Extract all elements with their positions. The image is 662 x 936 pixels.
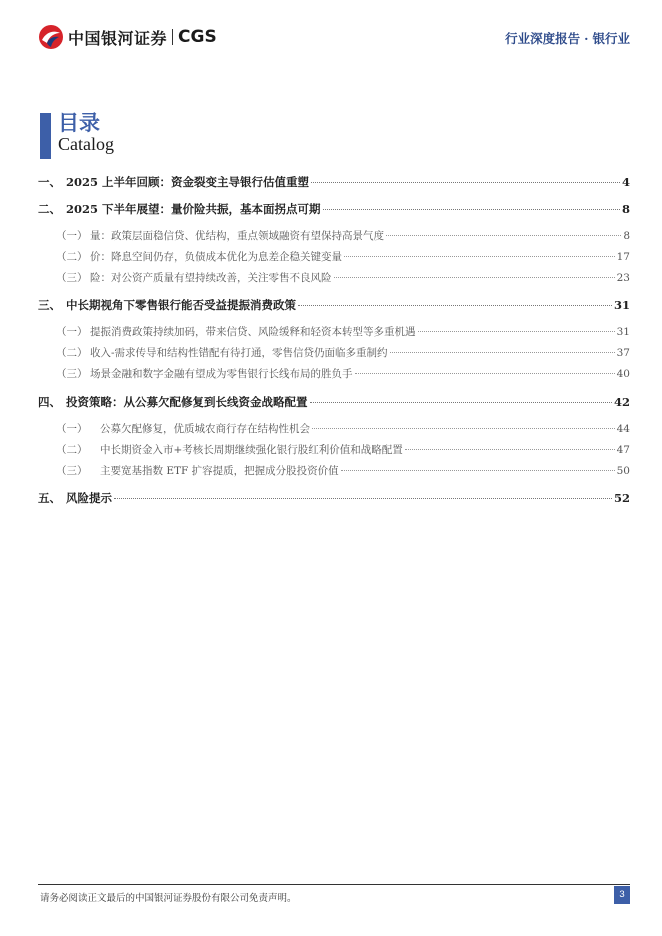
footer-disclaimer: 请务必阅读正文最后的中国银河证券股份有限公司免责声明。 <box>40 893 297 904</box>
page-header <box>0 0 662 60</box>
toc-entry-number: （一） <box>56 423 88 435</box>
toc-entry-page: 42 <box>613 395 630 409</box>
toc-entry-title: 中长期视角下零售银行能否受益提振消费政策 <box>66 298 296 312</box>
toc-entry[interactable] <box>38 201 630 219</box>
toc-entry[interactable] <box>38 174 630 192</box>
toc-entry-page: 47 <box>616 444 630 456</box>
industry-label: 银行业 <box>592 31 630 46</box>
catalog-title-en: Catalog <box>58 134 114 154</box>
toc-entry-page: 50 <box>616 465 630 477</box>
toc-entry-title: 场景金融和数字金融有望成为零售银行长线布局的胜负手 <box>90 368 353 380</box>
toc-leader-dots <box>405 449 615 450</box>
toc-entry[interactable] <box>38 490 630 508</box>
toc-entry-page: 8 <box>623 230 630 242</box>
toc-entry-number: （三） <box>56 465 88 477</box>
toc-leader-dots <box>323 209 620 210</box>
toc-entry-number: 五、 <box>38 491 61 505</box>
toc-leader-dots <box>311 182 620 183</box>
toc-entry-title: 主要宽基指数 ETF 扩容提质，把握成分股投资价值 <box>100 465 339 477</box>
toc-entry-page: 31 <box>613 298 630 312</box>
toc-subentry[interactable] <box>38 324 630 342</box>
toc-entry-title: 2025 下半年展望：量价险共振，基本面拐点可期 <box>66 202 321 216</box>
toc-leader-dots <box>312 428 615 429</box>
toc-subentry[interactable] <box>38 463 630 481</box>
toc-leader-dots <box>114 498 612 499</box>
toc-entry-title: 提振消费政策持续加码，带来信贷、风险缓释和轻资本转型等多重机遇 <box>90 326 416 338</box>
cgs-logo-icon <box>38 24 64 50</box>
toc-entry-page: 17 <box>616 251 630 263</box>
report-type-label <box>505 29 630 47</box>
toc-entry-number: （二） <box>56 444 88 456</box>
toc-leader-dots <box>310 402 612 403</box>
toc-entry-number: 四、 <box>38 395 61 409</box>
toc-entry-number: 三、 <box>38 298 61 312</box>
toc-entry-number: 二、 <box>38 202 61 216</box>
toc-entry-number: （三） <box>56 368 88 380</box>
toc-entry-page: 23 <box>616 272 630 284</box>
logo-divider <box>172 29 173 45</box>
toc-entry-title: 公募欠配修复，优质城农商行存在结构性机会 <box>100 423 310 435</box>
toc-subentry[interactable] <box>38 249 630 267</box>
toc-subentry[interactable] <box>38 270 630 288</box>
toc-leader-dots <box>298 305 612 306</box>
toc-leader-dots <box>390 352 615 353</box>
toc-entry-title: 险：对公资产质量有望持续改善，关注零售不良风险 <box>90 272 332 284</box>
toc-entry-title: 价：降息空间仍存，负债成本优化为息差企稳关键变量 <box>90 251 342 263</box>
toc-entry-title: 2025 上半年回顾：资金裂变主导银行估值重塑 <box>66 175 310 189</box>
toc-leader-dots <box>386 235 621 236</box>
toc-entry[interactable] <box>38 394 630 412</box>
toc-subentry[interactable] <box>38 228 630 246</box>
toc-entry-page: 31 <box>616 326 630 338</box>
toc-leader-dots <box>334 277 615 278</box>
toc-entry-number: （一） <box>56 230 88 242</box>
toc-subentry[interactable] <box>38 345 630 363</box>
toc-entry-number: （三） <box>56 272 88 284</box>
catalog-accent-bar <box>40 113 51 159</box>
toc-entry-page: 44 <box>616 423 630 435</box>
toc-entry-number: （一） <box>56 326 88 338</box>
toc-entry[interactable] <box>38 297 630 315</box>
toc-entry-title: 中长期资金入市+考核长周期继续强化银行股红利价值和战略配置 <box>100 444 403 456</box>
company-logo <box>38 22 217 52</box>
toc-entry-page: 37 <box>616 347 630 359</box>
toc-entry-title: 投资策略：从公募欠配修复到长线资金战略配置 <box>66 395 308 409</box>
toc-entry-title: 风险提示 <box>66 491 112 505</box>
toc-subentry[interactable] <box>38 366 630 384</box>
toc-entry-page: 4 <box>621 175 630 189</box>
header-separator: · <box>584 31 589 46</box>
footer-divider <box>38 884 630 885</box>
toc-subentry[interactable] <box>38 421 630 439</box>
page-number: 3 <box>614 886 630 904</box>
logo-text-en: CGS <box>178 27 217 47</box>
toc-entry-page: 40 <box>616 368 630 380</box>
toc-entry-number: （二） <box>56 251 88 263</box>
toc-subentry[interactable] <box>38 442 630 460</box>
toc-entry-title: 量：政策层面稳信贷、优结构，重点领域融资有望保持高景气度 <box>90 230 384 242</box>
toc-leader-dots <box>341 470 615 471</box>
catalog-title-cn: 目录 <box>58 110 100 135</box>
toc-entry-page: 8 <box>621 202 630 216</box>
toc-entry-number: 一、 <box>38 175 61 189</box>
toc-entry-page: 52 <box>613 491 630 505</box>
report-type: 行业深度报告 <box>505 31 581 46</box>
logo-text-cn: 中国银河证券 <box>68 28 168 48</box>
toc-entry-number: （二） <box>56 347 88 359</box>
toc-leader-dots <box>418 331 615 332</box>
toc-leader-dots <box>355 373 615 374</box>
toc-leader-dots <box>344 256 615 257</box>
toc-entry-title: 收入-需求传导和结构性错配有待打通，零售信贷仍面临多重制约 <box>90 347 388 359</box>
